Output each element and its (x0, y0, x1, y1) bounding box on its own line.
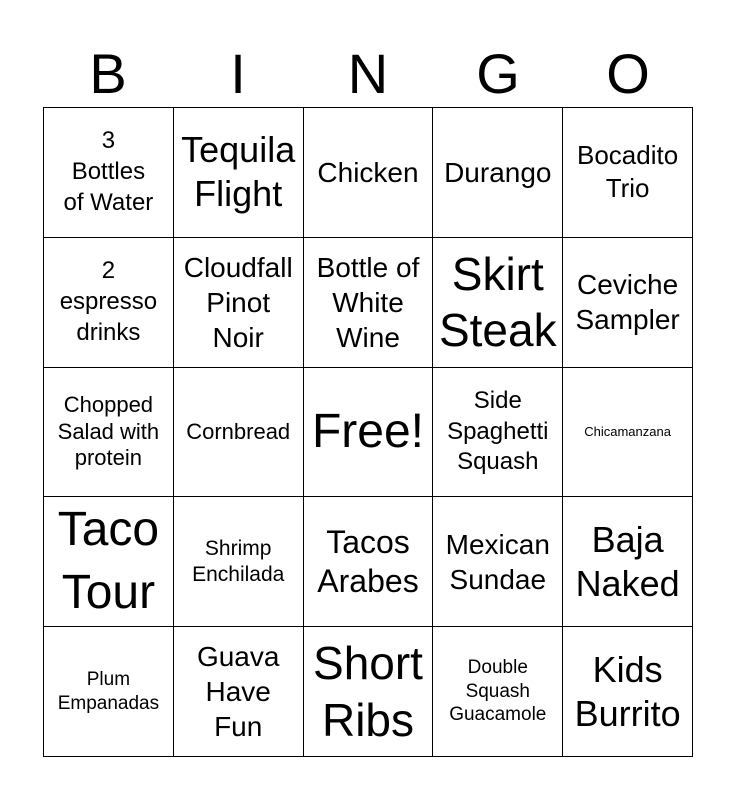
header-letter-g: G (476, 42, 520, 105)
bingo-cell-r2c4[interactable] (433, 238, 563, 368)
bingo-cell-r2c5[interactable] (563, 238, 693, 368)
bingo-cell-r5c4[interactable] (433, 627, 563, 757)
cell-label: 2 espresso drinks (59, 257, 158, 346)
cell-label: 3 Bottles of Water (63, 127, 154, 216)
bingo-cell-r5c2[interactable] (174, 627, 304, 757)
cell-label: Chopped Salad with protein (57, 391, 160, 471)
bingo-cell-r1c2[interactable] (174, 108, 304, 238)
cell-label: Durango (444, 156, 552, 188)
bingo-cell-r3c5[interactable] (563, 368, 693, 498)
cell-label: Mexican Sundae (445, 528, 550, 595)
free-space-label: Free! (311, 404, 424, 458)
cell-label: Kids Burrito (574, 648, 681, 734)
cell-label: Chicamanzana (584, 423, 671, 439)
bingo-cell-r2c3[interactable] (304, 238, 434, 368)
bingo-cell-r4c4[interactable] (433, 497, 563, 627)
bingo-cell-r5c3[interactable] (304, 627, 434, 757)
cell-label: Cloudfall Pinot Noir (183, 251, 293, 353)
bingo-cell-r4c5[interactable] (563, 497, 693, 627)
cell-label: Skirt Steak (438, 248, 557, 357)
cell-label: Side Spaghetti Squash (447, 386, 549, 476)
header-letter-n: N (347, 42, 389, 105)
bingo-cell-r3c4[interactable] (433, 368, 563, 498)
bingo-cell-r2c2[interactable] (174, 238, 304, 368)
cell-label: Taco Tour (57, 503, 160, 619)
cell-label: Cornbread (186, 418, 291, 444)
cell-label: Bottle of White Wine (316, 251, 420, 353)
bingo-cell-r1c5[interactable] (563, 108, 693, 238)
header-letter-o: O (606, 42, 650, 105)
cell-label: Baja Naked (575, 518, 680, 604)
cell-label: Tequila Flight (181, 129, 296, 215)
cell-label: Shrimp Enchilada (192, 537, 285, 586)
bingo-cell-r5c1[interactable] (44, 627, 174, 757)
bingo-cell-r3c1[interactable] (44, 368, 174, 498)
cell-label: Double Squash Guacamole (449, 656, 547, 726)
bingo-cell-r2c1[interactable] (44, 238, 174, 368)
cell-label: Ceviche Sampler (575, 269, 680, 336)
cell-label: Guava Have Fun (196, 641, 280, 743)
bingo-cell-r5c5[interactable] (563, 627, 693, 757)
cell-label: Tacos Arabes (317, 524, 419, 599)
cell-label: Plum Empanadas (57, 668, 160, 714)
cell-label: Chicken (317, 156, 419, 188)
bingo-card-grid (43, 107, 693, 757)
bingo-cell-r1c4[interactable] (433, 108, 563, 238)
bingo-header (43, 40, 693, 108)
bingo-cell-r1c3[interactable] (304, 108, 434, 238)
header-letter-b: B (89, 42, 127, 105)
header-letter-i: I (230, 42, 246, 105)
bingo-cell-free[interactable] (304, 368, 434, 498)
cell-label: Bocadito Trio (577, 140, 679, 204)
bingo-cell-r4c2[interactable] (174, 497, 304, 627)
bingo-cell-r4c1[interactable] (44, 497, 174, 627)
cell-label: Short Ribs (313, 637, 423, 746)
bingo-cell-r4c3[interactable] (304, 497, 434, 627)
bingo-cell-r1c1[interactable] (44, 108, 174, 238)
bingo-cell-r3c2[interactable] (174, 368, 304, 498)
